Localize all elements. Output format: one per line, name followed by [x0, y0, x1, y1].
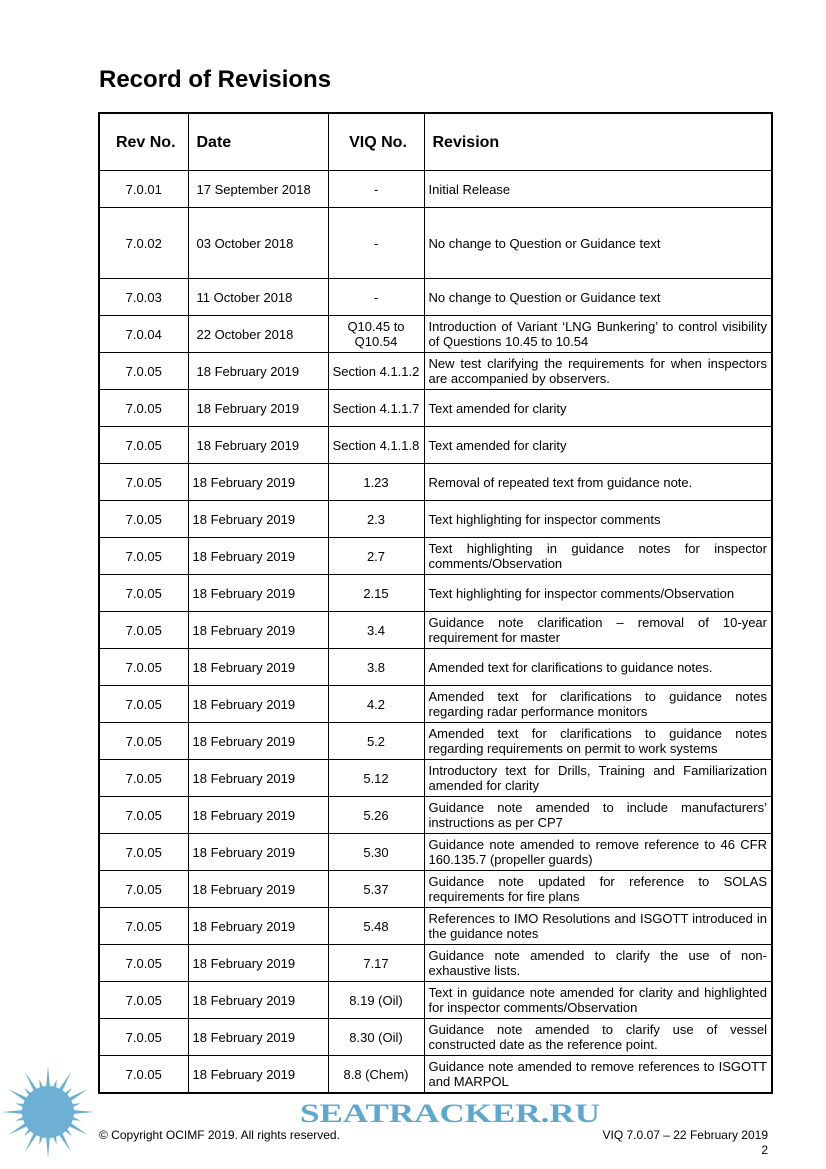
viq-no-cell: 5.26 — [328, 797, 424, 834]
rev-no-cell: 7.0.05 — [99, 760, 188, 797]
rev-no-cell: 7.0.05 — [99, 464, 188, 501]
rev-no-cell: 7.0.01 — [99, 171, 188, 208]
date-cell: 18 February 2019 — [188, 501, 328, 538]
rev-no-cell: 7.0.05 — [99, 1019, 188, 1056]
revision-cell: Guidance note amended to remove references to ISGOTT and MARPOL — [424, 1056, 772, 1094]
table-row — [99, 982, 772, 1019]
date-cell: 18 February 2019 — [188, 760, 328, 797]
date-cell: 18 February 2019 — [188, 686, 328, 723]
viq-no-cell: - — [328, 171, 424, 208]
date-cell: 18 February 2019 — [188, 982, 328, 1019]
viq-no-cell: 5.2 — [328, 723, 424, 760]
date-cell: 18 February 2019 — [188, 871, 328, 908]
revision-cell: Guidance note clarification – removal of 10-year requirement for master — [424, 612, 772, 649]
viq-no-cell: Q10.45 to Q10.54 — [328, 316, 424, 353]
rev-no-cell: 7.0.05 — [99, 575, 188, 612]
rev-no-cell: 7.0.04 — [99, 316, 188, 353]
date-cell: 18 February 2019 — [188, 1056, 328, 1094]
header-viq-no: VIQ No. — [328, 113, 424, 171]
date-cell: 18 February 2019 — [188, 834, 328, 871]
viq-no-cell: Section 4.1.1.7 — [328, 390, 424, 427]
rev-no-cell: 7.0.02 — [99, 208, 188, 279]
date-cell: 22 October 2018 — [188, 316, 328, 353]
rev-no-cell: 7.0.05 — [99, 353, 188, 390]
date-cell: 18 February 2019 — [188, 538, 328, 575]
rev-no-cell: 7.0.05 — [99, 686, 188, 723]
revision-cell: Guidance note amended to include manufacturers’ instructions as per CP7 — [424, 797, 772, 834]
date-cell: 18 February 2019 — [188, 649, 328, 686]
revision-cell: Introductory text for Drills, Training and Familiarization amended for clarity — [424, 760, 772, 797]
date-cell: 18 February 2019 — [188, 723, 328, 760]
revision-cell: Text highlighting for inspector comments — [424, 501, 772, 538]
rev-no-cell: 7.0.05 — [99, 908, 188, 945]
viq-no-cell: - — [328, 208, 424, 279]
table-header-row — [99, 113, 772, 171]
revision-cell: Amended text for clarifications to guidance notes regarding radar performance monitors — [424, 686, 772, 723]
date-cell: 18 February 2019 — [188, 575, 328, 612]
date-cell: 18 February 2019 — [188, 797, 328, 834]
table-row — [99, 353, 772, 390]
revision-cell: New test clarifying the requirements for when inspectors are accompanied by observers. — [424, 353, 772, 390]
viq-no-cell: 4.2 — [328, 686, 424, 723]
page-number: 2 — [761, 1143, 768, 1157]
date-cell: 11 October 2018 — [188, 279, 328, 316]
header-rev-no: Rev No. — [99, 113, 188, 171]
revision-cell: References to IMO Resolutions and ISGOTT introduced in the guidance notes — [424, 908, 772, 945]
sun-logo-icon — [2, 1066, 94, 1158]
table-row — [99, 760, 772, 797]
revision-cell: No change to Question or Guidance text — [424, 208, 772, 279]
table-row — [99, 464, 772, 501]
viq-no-cell: 3.4 — [328, 612, 424, 649]
viq-no-cell: 1.23 — [328, 464, 424, 501]
rev-no-cell: 7.0.03 — [99, 279, 188, 316]
page-title: Record of Revisions — [99, 66, 332, 93]
revision-cell: Text in guidance note amended for clarity and highlighted for inspector comments/Observation — [424, 982, 772, 1019]
table-row — [99, 612, 772, 649]
rev-no-cell: 7.0.05 — [99, 1056, 188, 1094]
watermark-text: SEATRACKER.RU — [300, 1099, 601, 1128]
revision-cell: Guidance note amended to remove reference to 46 CFR 160.135.7 (propeller guards) — [424, 834, 772, 871]
table-row — [99, 208, 772, 279]
revision-cell: Text highlighting in guidance notes for inspector comments/Observation — [424, 538, 772, 575]
table-row — [99, 279, 772, 316]
revisions-table — [98, 112, 773, 1094]
table-row — [99, 501, 772, 538]
viq-no-cell: 8.19 (Oil) — [328, 982, 424, 1019]
viq-no-cell: 2.3 — [328, 501, 424, 538]
table-row — [99, 1056, 772, 1094]
table-row — [99, 908, 772, 945]
revision-cell: Guidance note updated for reference to SOLAS requirements for fire plans — [424, 871, 772, 908]
revision-cell: Amended text for clarifications to guidance notes regarding requirements on permit to work systems — [424, 723, 772, 760]
viq-no-cell: 5.48 — [328, 908, 424, 945]
rev-no-cell: 7.0.05 — [99, 945, 188, 982]
table-row — [99, 171, 772, 208]
rev-no-cell: 7.0.05 — [99, 834, 188, 871]
rev-no-cell: 7.0.05 — [99, 871, 188, 908]
date-cell: 18 February 2019 — [188, 427, 328, 464]
viq-no-cell: - — [328, 279, 424, 316]
viq-no-cell: 5.12 — [328, 760, 424, 797]
viq-no-cell: Section 4.1.1.2 — [328, 353, 424, 390]
table-row — [99, 945, 772, 982]
table-row — [99, 686, 772, 723]
revision-cell: Amended text for clarifications to guidance notes. — [424, 649, 772, 686]
table-row — [99, 723, 772, 760]
footer-copyright: © Copyright OCIMF 2019. All rights reserved. — [99, 1128, 340, 1142]
rev-no-cell: 7.0.05 — [99, 797, 188, 834]
table-row — [99, 834, 772, 871]
viq-no-cell: 8.8 (Chem) — [328, 1056, 424, 1094]
revision-cell: Guidance note amended to clarify the use of non-exhaustive lists. — [424, 945, 772, 982]
footer-version: VIQ 7.0.07 – 22 February 2019 — [602, 1128, 768, 1142]
rev-no-cell: 7.0.05 — [99, 649, 188, 686]
date-cell: 18 February 2019 — [188, 908, 328, 945]
viq-no-cell: 2.15 — [328, 575, 424, 612]
table-row — [99, 797, 772, 834]
table-row — [99, 427, 772, 464]
revision-cell: No change to Question or Guidance text — [424, 279, 772, 316]
viq-no-cell: 3.8 — [328, 649, 424, 686]
rev-no-cell: 7.0.05 — [99, 982, 188, 1019]
table-row — [99, 316, 772, 353]
date-cell: 18 February 2019 — [188, 464, 328, 501]
revision-cell: Guidance note amended to clarify use of vessel constructed date as the reference point. — [424, 1019, 772, 1056]
rev-no-cell: 7.0.05 — [99, 723, 188, 760]
rev-no-cell: 7.0.05 — [99, 538, 188, 575]
date-cell: 18 February 2019 — [188, 945, 328, 982]
revision-cell: Text highlighting for inspector comments/Observation — [424, 575, 772, 612]
rev-no-cell: 7.0.05 — [99, 427, 188, 464]
date-cell: 18 February 2019 — [188, 1019, 328, 1056]
table-row — [99, 649, 772, 686]
header-date: Date — [188, 113, 328, 171]
table-row — [99, 1019, 772, 1056]
date-cell: 18 February 2019 — [188, 612, 328, 649]
date-cell: 18 February 2019 — [188, 353, 328, 390]
rev-no-cell: 7.0.05 — [99, 612, 188, 649]
viq-no-cell: 2.7 — [328, 538, 424, 575]
rev-no-cell: 7.0.05 — [99, 390, 188, 427]
table-row — [99, 538, 772, 575]
date-cell: 18 February 2019 — [188, 390, 328, 427]
date-cell: 03 October 2018 — [188, 208, 328, 279]
rev-no-cell: 7.0.05 — [99, 501, 188, 538]
viq-no-cell: Section 4.1.1.8 — [328, 427, 424, 464]
revision-cell: Initial Release — [424, 171, 772, 208]
table-row — [99, 871, 772, 908]
table-row — [99, 390, 772, 427]
viq-no-cell: 5.30 — [328, 834, 424, 871]
revision-cell: Text amended for clarity — [424, 427, 772, 464]
viq-no-cell: 7.17 — [328, 945, 424, 982]
viq-no-cell: 5.37 — [328, 871, 424, 908]
viq-no-cell: 8.30 (Oil) — [328, 1019, 424, 1056]
header-revision: Revision — [424, 113, 772, 171]
table-row — [99, 575, 772, 612]
date-cell: 17 September 2018 — [188, 171, 328, 208]
revision-cell: Removal of repeated text from guidance note. — [424, 464, 772, 501]
revision-cell: Text amended for clarity — [424, 390, 772, 427]
revision-cell: Introduction of Variant ‘LNG Bunkering’ to control visibility of Questions 10.45 to 10.54 — [424, 316, 772, 353]
